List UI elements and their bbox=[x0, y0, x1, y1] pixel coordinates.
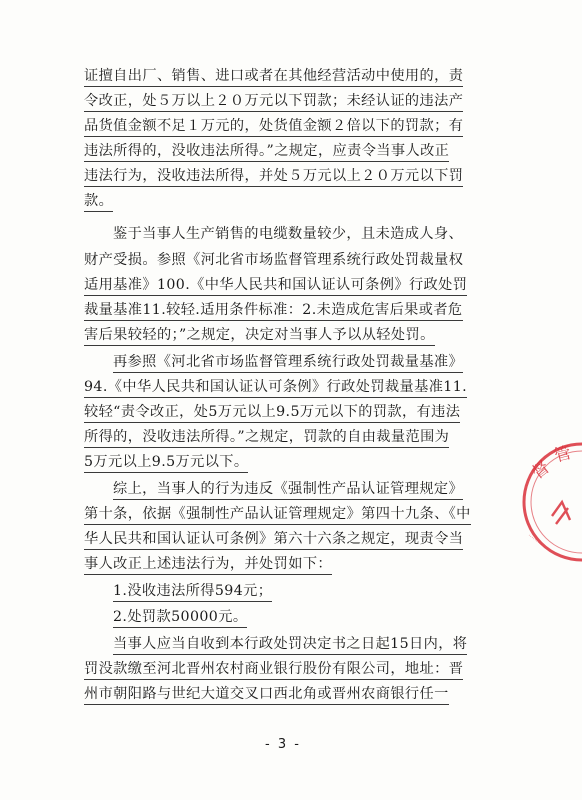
text-line: 适用基准》100.《中华人民共和国认证认可条例》行政处罚 bbox=[84, 275, 467, 296]
text-line: 鉴于当事人生产销售的电缆数量较少，且未造成人身、 bbox=[113, 226, 464, 242]
text-line: 违法行为，没收违法所得，并处５万元以上２０万元以下罚 bbox=[84, 166, 463, 187]
text-line: 第十条，依据《强制性产品认证管理规定》第四十九条、《中 bbox=[84, 504, 471, 525]
text-line: 华人民共和国认证认可条例》第六十六条之规定，现责令当 bbox=[84, 529, 463, 550]
svg-text:管: 管 bbox=[552, 443, 574, 467]
text-line: 事人改正上述违法行为，并处罚如下： bbox=[84, 554, 332, 575]
text-line: 综上，当事人的行为违反《强制性产品认证管理规定》 bbox=[113, 479, 463, 500]
svg-text:·········: ········· bbox=[526, 532, 544, 549]
text-line: 5万元以上9.5万元以下。 bbox=[84, 452, 248, 473]
text-line: 州市朝阳路与世纪大道交叉口西北角或晋州农商银行任一 bbox=[84, 684, 449, 705]
text-line: 罚没款缴至河北晋州农村商业银行股份有限公司，地址：晋 bbox=[84, 659, 463, 680]
text-line: 令改正，处５万以上２０万元以下罚款；未经认证的违法产 bbox=[84, 91, 463, 112]
text-line: 款。 bbox=[84, 191, 113, 212]
text-line: 较轻“责令改正，处5万元以上9.5万元以下的罚款，有违法 bbox=[84, 402, 460, 423]
text-line: 违法所得的，没收违法所得。”之规定，应责令当事人改正 bbox=[84, 141, 449, 162]
official-seal-stamp-icon bbox=[512, 432, 582, 572]
text-line: 证擅自出厂、销售、进口或者在其他经营活动中使用的，责 bbox=[84, 66, 463, 87]
text-line: 所得的，没收违法所得。”之规定，罚款的自由裁量范围为 bbox=[84, 427, 449, 448]
text-line: 害后果较轻的；”之规定，决定对当事人予以从轻处罚。 bbox=[84, 325, 435, 346]
text-line: 再参照《河北省市场监督管理系统行政处罚裁量基准》 bbox=[113, 352, 463, 373]
text-line: 财产受损。参照《河北省市场监督管理系统行政处罚裁量权 bbox=[84, 252, 464, 268]
text-line: 1.没收违法所得594元； bbox=[113, 581, 272, 602]
text-line: 2.处罚款50000元。 bbox=[113, 607, 247, 628]
svg-text:督: 督 bbox=[528, 457, 554, 484]
text-line: 当事人应当自收到本行政处罚决定书之日起15日内，将 bbox=[113, 634, 467, 655]
text-line: 94.《中华人民共和国认证认可条例》行政处罚裁量基准11. bbox=[84, 377, 467, 398]
text-line: 品货值金额不足１万元的，处货值金额２倍以下的罚款；有 bbox=[84, 116, 463, 137]
text-line: 裁量基准11.较轻.适用条件标准：2.未造成危害后果或者危 bbox=[84, 300, 463, 321]
page-number: - 3 - bbox=[265, 737, 301, 752]
